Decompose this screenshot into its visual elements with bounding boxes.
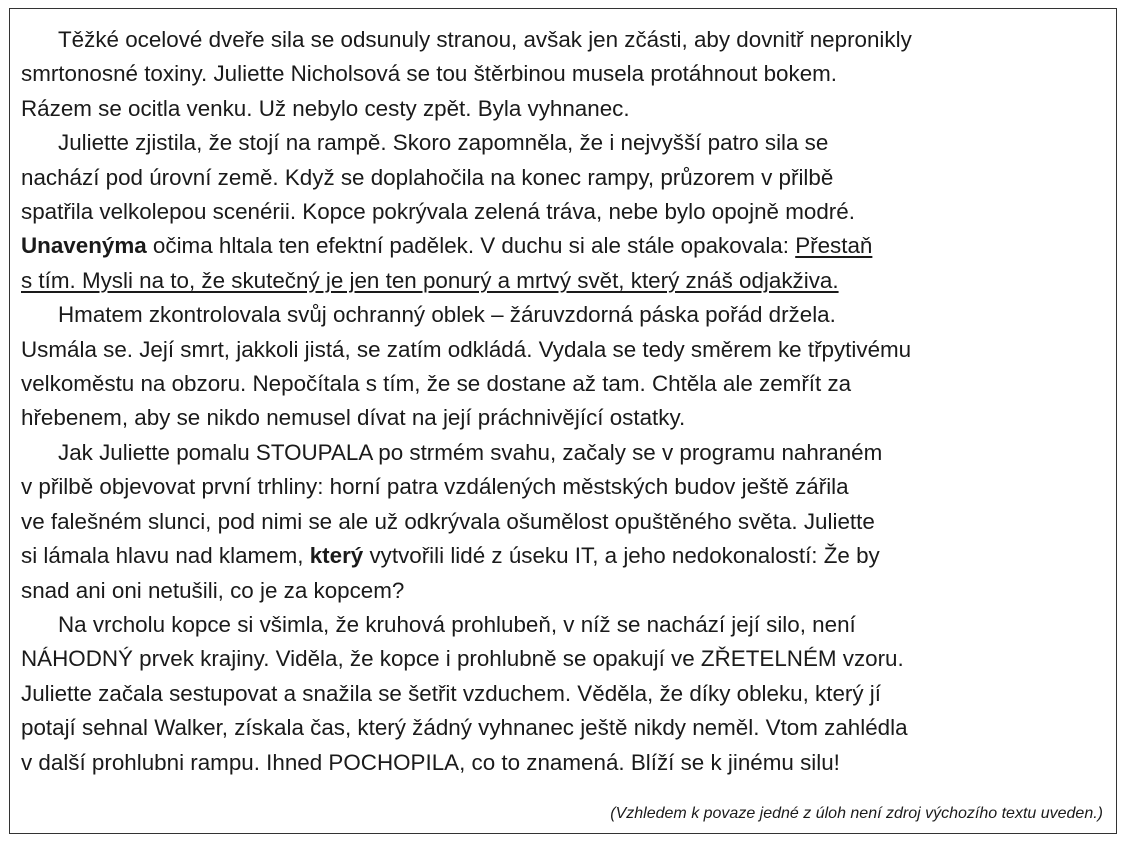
text-segment: Juliette začala sestupovat a snažila se šetřit vzduchem. Věděla, že díky obleku, který jí (21, 680, 881, 706)
text-segment: očima hltala ten efektní padělek. V duchu si ale stále opakovala: (146, 233, 796, 259)
text-line (21, 677, 1106, 711)
paragraph (21, 23, 1106, 126)
text-segment: nachází pod úrovní země. Když se doplahočila na konec rampy, průzorem v přilbě (21, 164, 834, 190)
text-segment: Na vrcholu kopce si všimla, že kruhová prohlubeň, v níž se nachází její silo, není (58, 611, 856, 637)
bold-word: Unavenýma (21, 233, 147, 259)
text-segment: NÁHODNÝ prvek krajiny. Viděla, že kopce i prohlubně se opakují ve ZŘETELNÉM vzoru. (21, 646, 904, 672)
text-line (21, 264, 1106, 298)
text-segment: potají sehnal Walker, získala čas, který žádný vyhnanec ještě nikdy neměl. Vtom zahlédla (21, 715, 908, 741)
paragraph (21, 436, 1106, 608)
paragraph (21, 298, 1106, 436)
text-segment: Těžké ocelové dveře sila se odsunuly stranou, avšak jen zčásti, aby dovnitř nepronikly (58, 27, 912, 52)
text-segment: si lámala hlavu nad klamem, (21, 543, 310, 569)
text-segment: smrtonosné toxiny. Juliette Nicholsová se tou štěrbinou musela protáhnout bokem. (21, 61, 838, 87)
text-segment: snad ani oni netušili, co je za kopcem? (21, 577, 405, 603)
text-segment: hřebenem, aby se nikdo nemusel dívat na její práchnivějící ostatky. (21, 405, 686, 431)
text-line (21, 711, 1106, 745)
text-line (21, 57, 1106, 91)
text-line (21, 161, 1106, 195)
text-segment: spatřila velkolepou scenérii. Kopce pokrývala zelená tráva, nebe bylo opojně modré. (21, 199, 855, 225)
text-segment: Juliette zjistila, že stojí na rampě. Skoro zapomněla, že i nejvyšší patro sila se (58, 130, 829, 156)
source-note: (Vzhledem k povaze jedné z úloh není zdroj výchozího textu uveden.) (610, 805, 1103, 822)
bold-word: který (309, 543, 364, 569)
text-segment: v další prohlubni rampu. Ihned POCHOPILA, co to znamená. Blíží se k jinému silu! (21, 749, 840, 775)
text-line (21, 574, 1106, 608)
text-line (21, 505, 1106, 539)
text-segment: v přilbě objevovat první trhliny: horní patra vzdálených městských budov ještě zářila (21, 474, 849, 500)
text-segment: ve falešném slunci, pod nimi se ale už odkrývala ošumělost opuštěného světa. Juliette (21, 508, 875, 534)
text-segment: Rázem se ocitla venku. Už nebylo cesty zpět. Byla vyhnanec. (21, 95, 630, 121)
text-line (21, 92, 1106, 126)
text-line (21, 470, 1106, 504)
paragraph (21, 608, 1106, 780)
text-line (21, 333, 1106, 367)
text-body (21, 23, 1106, 780)
text-line (21, 436, 1106, 470)
paragraph (21, 126, 1106, 298)
text-line (21, 539, 1106, 573)
text-line (21, 23, 1106, 57)
source-text-box (9, 8, 1117, 834)
underlined-text: s tím. Mysli na to, že skutečný je jen ten ponurý a mrtvý svět, který znáš odjakživa. (21, 267, 839, 293)
text-segment: Jak Juliette pomalu STOUPALA po strmém svahu, začaly se v programu nahraném (58, 439, 883, 465)
text-line (21, 367, 1106, 401)
text-line (21, 126, 1106, 160)
text-line (21, 608, 1106, 642)
underlined-text: Přestaň (795, 233, 873, 259)
text-line (21, 229, 1106, 263)
text-segment: Usmála se. Její smrt, jakkoli jistá, se zatím odkládá. Vydala se tedy směrem ke třpytivému (21, 336, 912, 362)
text-segment: vytvořili lidé z úseku IT, a jeho nedokonalostí: Že by (363, 543, 880, 569)
text-line (21, 298, 1106, 332)
text-segment: velkoměstu na obzoru. Nepočítala s tím, že se dostane až tam. Chtěla ale zemřít za (21, 371, 852, 397)
text-line (21, 401, 1106, 435)
text-line (21, 195, 1106, 229)
text-segment: Hmatem zkontrolovala svůj ochranný oblek – žáruvzdorná páska pořád držela. (58, 302, 836, 328)
text-line (21, 642, 1106, 676)
text-line (21, 746, 1106, 780)
